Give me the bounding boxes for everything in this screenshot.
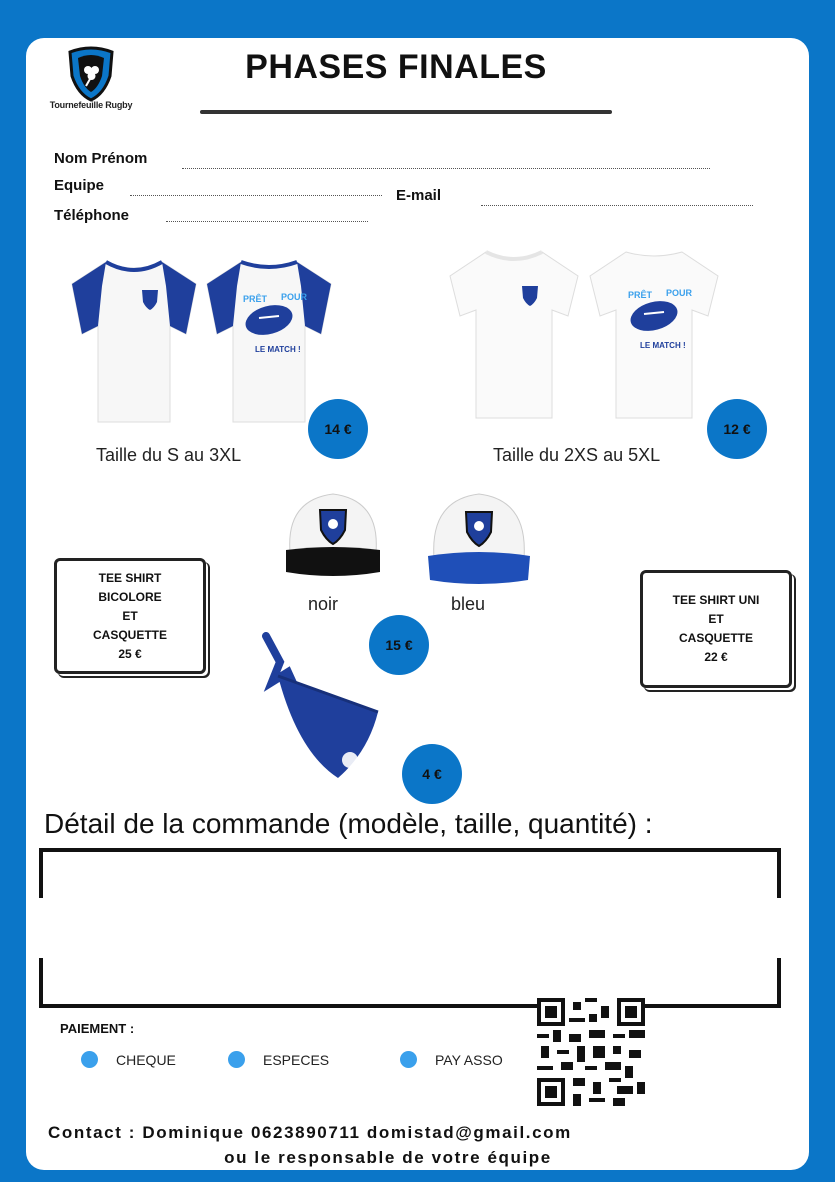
shield-icon bbox=[46, 46, 136, 102]
telephone-label: Téléphone bbox=[54, 207, 130, 224]
bicolor-shirt-back-image bbox=[201, 256, 337, 426]
nom-prenom-label: Nom Prénom bbox=[54, 150, 148, 167]
equipe-field[interactable] bbox=[130, 195, 382, 196]
order-detail-title: Détail de la commande (modèle, taille, quantité) : bbox=[44, 808, 653, 839]
uni-size-caption: Taille du 2XS au 5XL bbox=[493, 445, 661, 465]
bicolor-shirt-front-image bbox=[66, 256, 202, 426]
order-form-page bbox=[26, 38, 809, 1170]
bundle-bicolor-line4: CASQUETTE bbox=[92, 627, 167, 642]
email-label: E-mail bbox=[396, 187, 442, 204]
bundle-uni-box bbox=[640, 570, 792, 688]
bundle-bicolor-price: 25 € bbox=[118, 646, 142, 661]
telephone-field[interactable] bbox=[166, 221, 368, 222]
uni-shirt-back-image bbox=[584, 246, 724, 422]
blue-cap-image bbox=[424, 482, 534, 588]
black-cap-image bbox=[280, 482, 386, 582]
cap-bleu-label: bleu bbox=[451, 594, 486, 614]
club-logo bbox=[46, 46, 136, 116]
contact-line-2: ou le responsable de votre équipe bbox=[224, 1148, 552, 1167]
bicolor-print-word1: PRÊT bbox=[243, 294, 268, 304]
bundle-bicolor-line2: BICOLORE bbox=[98, 589, 162, 604]
bundle-uni-line2: ET bbox=[708, 612, 724, 626]
bundle-bicolor-line3: ET bbox=[122, 608, 138, 623]
uni-price-badge: 12 € bbox=[707, 399, 767, 459]
cap-noir-label: noir bbox=[308, 594, 339, 614]
logo-text: Tournefeuille Rugby bbox=[49, 100, 133, 110]
bandana-image bbox=[258, 632, 388, 782]
bundle-bicolor-line1: TEE SHIRT bbox=[98, 570, 162, 585]
title-underline bbox=[200, 110, 612, 114]
payment-option-label: CHEQUE bbox=[116, 1051, 176, 1068]
page-title: PHASES FINALES bbox=[245, 48, 547, 86]
payment-option-label: ESPECES bbox=[263, 1051, 330, 1068]
order-detail-box-top[interactable] bbox=[39, 848, 781, 898]
radio-dot-icon[interactable] bbox=[81, 1051, 98, 1068]
uni-print-word2: POUR bbox=[666, 288, 693, 298]
payment-option-especes[interactable] bbox=[228, 1051, 329, 1068]
bicolor-price-badge: 14 € bbox=[308, 399, 368, 459]
cap-price-badge: 15 € bbox=[369, 615, 429, 675]
uni-shirt-front-image bbox=[444, 246, 584, 422]
bundle-bicolor-box bbox=[54, 558, 206, 674]
uni-print-word1: PRÊT bbox=[628, 290, 653, 300]
payment-option-label: PAY ASSO bbox=[435, 1051, 503, 1068]
bandana-price-badge: 4 € bbox=[402, 744, 462, 804]
radio-dot-icon[interactable] bbox=[400, 1051, 417, 1068]
bundle-uni-line1: TEE SHIRT UNI bbox=[672, 593, 760, 607]
payment-option-pay-asso[interactable] bbox=[400, 1051, 503, 1068]
uni-print-word3: LE MATCH ! bbox=[640, 341, 686, 350]
order-detail-box-bottom[interactable] bbox=[39, 958, 781, 1008]
contact-line: Contact : Dominique 0623890711 domistad@gmail.com bbox=[48, 1123, 572, 1142]
radio-dot-icon[interactable] bbox=[228, 1051, 245, 1068]
email-field[interactable] bbox=[481, 205, 753, 206]
bicolor-size-caption: Taille du S au 3XL bbox=[96, 445, 242, 465]
bundle-uni-price: 22 € bbox=[704, 650, 728, 664]
bundle-uni-line3: CASQUETTE bbox=[678, 631, 753, 645]
equipe-label: Equipe bbox=[54, 177, 105, 194]
payment-title: PAIEMENT : bbox=[60, 1021, 135, 1036]
bicolor-print-word2: POUR bbox=[281, 292, 308, 302]
nom-prenom-field[interactable] bbox=[182, 168, 710, 169]
payment-option-cheque[interactable] bbox=[81, 1051, 176, 1068]
qr-code bbox=[537, 998, 645, 1106]
bicolor-print-word3: LE MATCH ! bbox=[255, 345, 301, 354]
